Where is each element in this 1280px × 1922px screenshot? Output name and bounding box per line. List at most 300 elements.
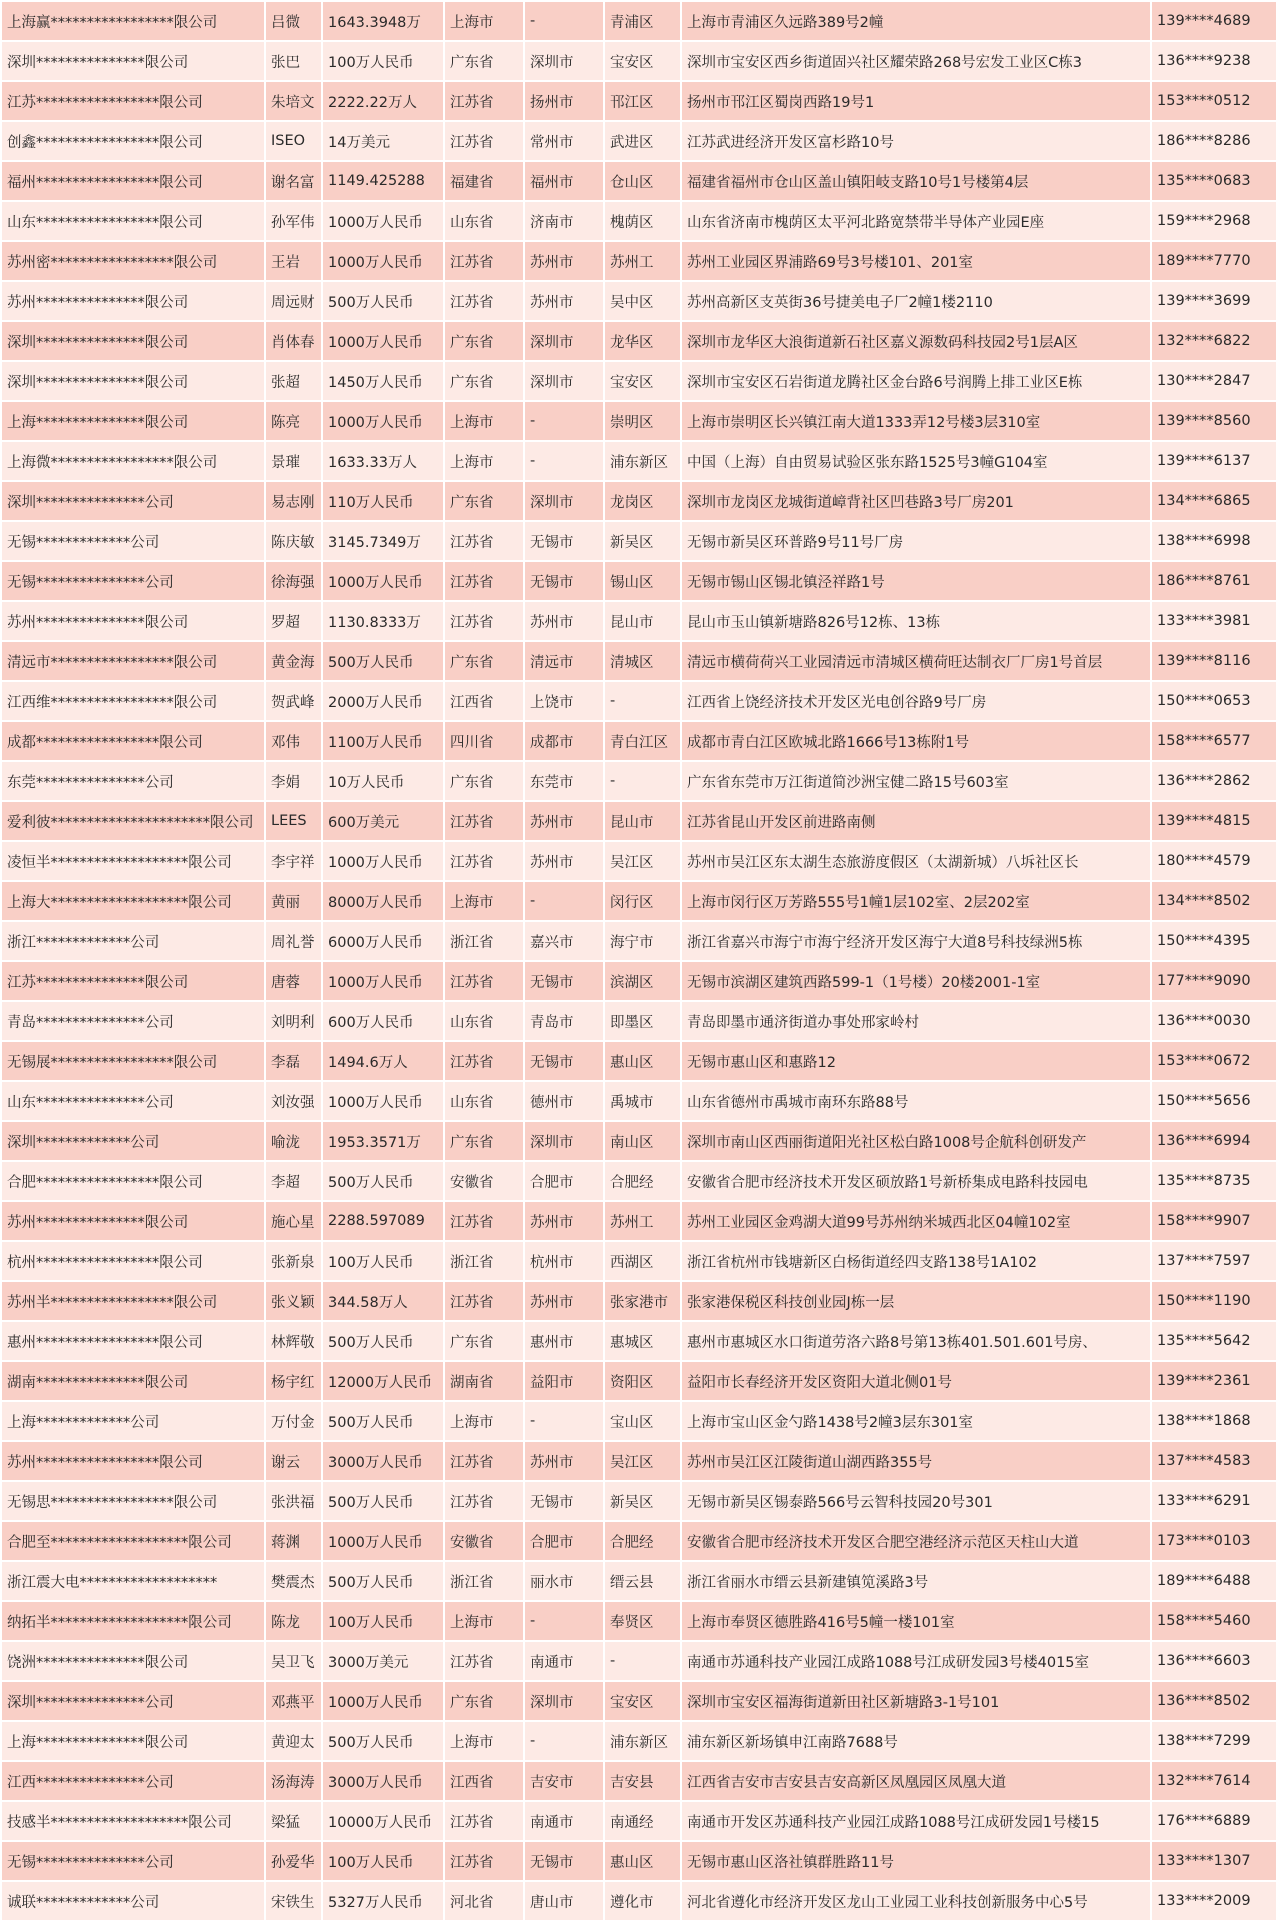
address-cell: 浙江省杭州市钱塘新区白杨街道经四支路138号1A102 <box>681 1241 1151 1281</box>
district-cell: 惠山区 <box>604 1041 681 1081</box>
district-cell: 遵化市 <box>604 1881 681 1921</box>
registered-capital-cell: 8000万人民币 <box>322 881 444 921</box>
legal-rep-cell: 张洪福 <box>265 1481 322 1521</box>
company-name-cell: 青岛***************公司 <box>1 1001 265 1041</box>
table-row <box>1 1441 1277 1481</box>
district-cell: 吴中区 <box>604 281 681 321</box>
district-cell: 吴江区 <box>604 1441 681 1481</box>
district-cell: 青浦区 <box>604 1 681 41</box>
table-row <box>1 1601 1277 1641</box>
phone-cell: 136****6603 <box>1151 1641 1277 1681</box>
legal-rep-cell: 梁猛 <box>265 1801 322 1841</box>
district-cell: 即墨区 <box>604 1001 681 1041</box>
city-cell: 苏州市 <box>524 801 604 841</box>
table-row <box>1 1 1277 41</box>
company-name-cell: 合肥至*******************限公司 <box>1 1521 265 1561</box>
company-name-cell: 纳拓半*******************限公司 <box>1 1601 265 1641</box>
legal-rep-cell: 林辉敬 <box>265 1321 322 1361</box>
table-row <box>1 881 1277 921</box>
registered-capital-cell: 1100万人民币 <box>322 721 444 761</box>
table-row <box>1 601 1277 641</box>
company-name-cell: 浙江*************公司 <box>1 921 265 961</box>
district-cell: 浦东新区 <box>604 441 681 481</box>
phone-cell: 138****7299 <box>1151 1721 1277 1761</box>
address-cell: 苏州工业园区金鸡湖大道99号苏州纳米城西北区04幢102室 <box>681 1201 1151 1241</box>
address-cell: 上海市闵行区万芳路555号1幢1层102室、2层202室 <box>681 881 1151 921</box>
city-cell: 苏州市 <box>524 1441 604 1481</box>
address-cell: 上海市宝山区金勺路1438号2幢3层东301室 <box>681 1401 1151 1441</box>
table-row <box>1 401 1277 441</box>
address-cell: 浙江省丽水市缙云县新建镇笕溪路3号 <box>681 1561 1151 1601</box>
table-row <box>1 441 1277 481</box>
table-row <box>1 161 1277 201</box>
address-cell: 浙江省嘉兴市海宁市海宁经济开发区海宁大道8号科技绿洲5栋 <box>681 921 1151 961</box>
address-cell: 张家港保税区科技创业园J栋一层 <box>681 1281 1151 1321</box>
province-cell: 上海市 <box>444 1601 524 1641</box>
table-row <box>1 1281 1277 1321</box>
registered-capital-cell: 344.58万人 <box>322 1281 444 1321</box>
legal-rep-cell: 陈龙 <box>265 1601 322 1641</box>
province-cell: 江苏省 <box>444 1481 524 1521</box>
province-cell: 广东省 <box>444 641 524 681</box>
district-cell: 仓山区 <box>604 161 681 201</box>
legal-rep-cell: 邓燕平 <box>265 1681 322 1721</box>
table-row <box>1 1361 1277 1401</box>
legal-rep-cell: 李娟 <box>265 761 322 801</box>
registered-capital-cell: 110万人民币 <box>322 481 444 521</box>
province-cell: 上海市 <box>444 1401 524 1441</box>
table-row <box>1 1681 1277 1721</box>
company-name-cell: 深圳***************公司 <box>1 1681 265 1721</box>
city-cell: 常州市 <box>524 121 604 161</box>
address-cell: 苏州高新区支英街36号捷美电子厂2幢1楼2110 <box>681 281 1151 321</box>
legal-rep-cell: 贺武峰 <box>265 681 322 721</box>
province-cell: 江苏省 <box>444 1281 524 1321</box>
address-cell: 中国（上海）自由贸易试验区张东路1525号3幢G104室 <box>681 441 1151 481</box>
phone-cell: 137****4583 <box>1151 1441 1277 1481</box>
legal-rep-cell: 万付金 <box>265 1401 322 1441</box>
district-cell: 缙云县 <box>604 1561 681 1601</box>
legal-rep-cell: LEES <box>265 801 322 841</box>
address-cell: 江西省吉安市吉安县吉安高新区凤凰园区凤凰大道 <box>681 1761 1151 1801</box>
province-cell: 广东省 <box>444 1321 524 1361</box>
city-cell: 杭州市 <box>524 1241 604 1281</box>
table-row <box>1 1761 1277 1801</box>
company-name-cell: 杭州*****************限公司 <box>1 1241 265 1281</box>
city-cell: 深圳市 <box>524 321 604 361</box>
address-cell: 昆山市玉山镇新塘路826号12栋、13栋 <box>681 601 1151 641</box>
address-cell: 福建省福州市仓山区盖山镇阳岐支路10号1号楼第4层 <box>681 161 1151 201</box>
table-row <box>1 1801 1277 1841</box>
address-cell: 无锡市新吴区锡泰路566号云智科技园20号301 <box>681 1481 1151 1521</box>
legal-rep-cell: 黄金海 <box>265 641 322 681</box>
address-cell: 江苏省昆山开发区前进路南侧 <box>681 801 1151 841</box>
company-name-cell: 苏州***************限公司 <box>1 1201 265 1241</box>
address-cell: 深圳市宝安区西乡街道固兴社区耀荣路268号宏发工业区C栋3 <box>681 41 1151 81</box>
city-cell: 东莞市 <box>524 761 604 801</box>
address-cell: 南通市苏通科技产业园江成路1088号江成研发园3号楼4015室 <box>681 1641 1151 1681</box>
legal-rep-cell: 黄迎太 <box>265 1721 322 1761</box>
city-cell: 惠州市 <box>524 1321 604 1361</box>
registered-capital-cell: 1953.3571万 <box>322 1121 444 1161</box>
city-cell: 丽水市 <box>524 1561 604 1601</box>
registered-capital-cell: 600万人民币 <box>322 1001 444 1041</box>
legal-rep-cell: 谢名富 <box>265 161 322 201</box>
province-cell: 广东省 <box>444 761 524 801</box>
city-cell: 苏州市 <box>524 241 604 281</box>
province-cell: 广东省 <box>444 361 524 401</box>
address-cell: 安徽省合肥市经济技术开发区硕放路1号新桥集成电路科技园电 <box>681 1161 1151 1201</box>
city-cell: 福州市 <box>524 161 604 201</box>
province-cell: 浙江省 <box>444 921 524 961</box>
registered-capital-cell: 6000万人民币 <box>322 921 444 961</box>
company-name-cell: 江苏***************限公司 <box>1 961 265 1001</box>
table-row <box>1 1481 1277 1521</box>
registered-capital-cell: 1000万人民币 <box>322 241 444 281</box>
registered-capital-cell: 500万人民币 <box>322 1401 444 1441</box>
address-cell: 浦东新区新场镇申江南路7688号 <box>681 1721 1151 1761</box>
table-row <box>1 1841 1277 1881</box>
table-row <box>1 1161 1277 1201</box>
address-cell: 苏州市吴江区江陵街道山湖西路355号 <box>681 1441 1151 1481</box>
province-cell: 江苏省 <box>444 1801 524 1841</box>
district-cell: 宝山区 <box>604 1401 681 1441</box>
legal-rep-cell: 黄丽 <box>265 881 322 921</box>
city-cell: 青岛市 <box>524 1001 604 1041</box>
address-cell: 益阳市长春经济开发区资阳大道北侧01号 <box>681 1361 1151 1401</box>
phone-cell: 139****8560 <box>1151 401 1277 441</box>
legal-rep-cell: 张义颖 <box>265 1281 322 1321</box>
address-cell: 惠州市惠城区水口街道劳洛六路8号第13栋401.501.601号房、 <box>681 1321 1151 1361</box>
province-cell: 江苏省 <box>444 1841 524 1881</box>
province-cell: 广东省 <box>444 1681 524 1721</box>
address-cell: 河北省遵化市经济开发区龙山工业园工业科技创新服务中心5号 <box>681 1881 1151 1921</box>
address-cell: 无锡市锡山区锡北镇泾祥路1号 <box>681 561 1151 601</box>
legal-rep-cell: 唐蓉 <box>265 961 322 1001</box>
province-cell: 广东省 <box>444 481 524 521</box>
registered-capital-cell: 100万人民币 <box>322 1241 444 1281</box>
legal-rep-cell: 李超 <box>265 1161 322 1201</box>
district-cell: 青白江区 <box>604 721 681 761</box>
city-cell: 无锡市 <box>524 561 604 601</box>
phone-cell: 134****6865 <box>1151 481 1277 521</box>
city-cell: 吉安市 <box>524 1761 604 1801</box>
legal-rep-cell: 周远财 <box>265 281 322 321</box>
legal-rep-cell: 陈亮 <box>265 401 322 441</box>
registered-capital-cell: 1000万人民币 <box>322 1081 444 1121</box>
registered-capital-cell: 3000万人民币 <box>322 1761 444 1801</box>
company-name-cell: 苏州密*****************限公司 <box>1 241 265 281</box>
phone-cell: 159****2968 <box>1151 201 1277 241</box>
phone-cell: 173****0103 <box>1151 1521 1277 1561</box>
phone-cell: 136****8502 <box>1151 1681 1277 1721</box>
address-cell: 江西省上饶经济技术开发区光电创谷路9号厂房 <box>681 681 1151 721</box>
phone-cell: 153****0512 <box>1151 81 1277 121</box>
city-cell: 上饶市 <box>524 681 604 721</box>
table-row <box>1 41 1277 81</box>
company-name-cell: 上海*************公司 <box>1 1401 265 1441</box>
phone-cell: 139****8116 <box>1151 641 1277 681</box>
company-name-cell: 湖南***************限公司 <box>1 1361 265 1401</box>
phone-cell: 189****7770 <box>1151 241 1277 281</box>
company-name-cell: 诚联*************公司 <box>1 1881 265 1921</box>
address-cell: 无锡市滨湖区建筑西路599-1（1号楼）20楼2001-1室 <box>681 961 1151 1001</box>
province-cell: 上海市 <box>444 401 524 441</box>
legal-rep-cell: 景璀 <box>265 441 322 481</box>
company-name-cell: 山东*****************限公司 <box>1 201 265 241</box>
address-cell: 深圳市宝安区石岩街道龙腾社区金台路6号润腾上排工业区E栋 <box>681 361 1151 401</box>
legal-rep-cell: 张巴 <box>265 41 322 81</box>
district-cell: 宝安区 <box>604 361 681 401</box>
phone-cell: 139****4689 <box>1151 1 1277 41</box>
table-row <box>1 801 1277 841</box>
legal-rep-cell: 朱培文 <box>265 81 322 121</box>
city-cell: - <box>524 441 604 481</box>
district-cell: 南通经 <box>604 1801 681 1841</box>
table-row <box>1 761 1277 801</box>
address-cell: 深圳市宝安区福海街道新田社区新塘路3-1号101 <box>681 1681 1151 1721</box>
city-cell: 南通市 <box>524 1641 604 1681</box>
phone-cell: 136****2862 <box>1151 761 1277 801</box>
registered-capital-cell: 10000万人民币 <box>322 1801 444 1841</box>
city-cell: - <box>524 1401 604 1441</box>
phone-cell: 189****6488 <box>1151 1561 1277 1601</box>
table-row <box>1 1521 1277 1561</box>
company-name-cell: 创鑫*****************限公司 <box>1 121 265 161</box>
phone-cell: 158****9907 <box>1151 1201 1277 1241</box>
registered-capital-cell: 1000万人民币 <box>322 201 444 241</box>
legal-rep-cell: 徐海强 <box>265 561 322 601</box>
table-row <box>1 1641 1277 1681</box>
phone-cell: 139****2361 <box>1151 1361 1277 1401</box>
district-cell: 昆山市 <box>604 601 681 641</box>
legal-rep-cell: 吕微 <box>265 1 322 41</box>
table-row <box>1 481 1277 521</box>
district-cell: 西湖区 <box>604 1241 681 1281</box>
legal-rep-cell: 张新泉 <box>265 1241 322 1281</box>
address-cell: 苏州市吴江区东太湖生态旅游度假区（太湖新城）八坼社区长 <box>681 841 1151 881</box>
table-row <box>1 1001 1277 1041</box>
legal-rep-cell: 刘明利 <box>265 1001 322 1041</box>
table-row <box>1 321 1277 361</box>
province-cell: 江苏省 <box>444 121 524 161</box>
province-cell: 江苏省 <box>444 241 524 281</box>
table-row <box>1 1201 1277 1241</box>
table-row <box>1 1121 1277 1161</box>
legal-rep-cell: 吴卫飞 <box>265 1641 322 1681</box>
company-name-cell: 上海赢*****************限公司 <box>1 1 265 41</box>
legal-rep-cell: 樊震杰 <box>265 1561 322 1601</box>
phone-cell: 158****6577 <box>1151 721 1277 761</box>
district-cell: 锡山区 <box>604 561 681 601</box>
company-name-cell: 山东***************公司 <box>1 1081 265 1121</box>
city-cell: - <box>524 1601 604 1641</box>
company-name-cell: 深圳***************公司 <box>1 481 265 521</box>
city-cell: 深圳市 <box>524 1681 604 1721</box>
province-cell: 江苏省 <box>444 561 524 601</box>
province-cell: 福建省 <box>444 161 524 201</box>
phone-cell: 130****2847 <box>1151 361 1277 401</box>
registered-capital-cell: 500万人民币 <box>322 281 444 321</box>
district-cell: 崇明区 <box>604 401 681 441</box>
company-name-cell: 无锡***************公司 <box>1 1841 265 1881</box>
city-cell: - <box>524 1721 604 1761</box>
company-name-cell: 凌恒半*******************限公司 <box>1 841 265 881</box>
district-cell: 苏州工 <box>604 1201 681 1241</box>
table-row <box>1 1041 1277 1081</box>
company-name-cell: 深圳***************限公司 <box>1 41 265 81</box>
registered-capital-cell: 12000万人民币 <box>322 1361 444 1401</box>
address-cell: 深圳市龙岗区龙城街道嶂背社区凹巷路3号厂房201 <box>681 481 1151 521</box>
registered-capital-cell: 1000万人民币 <box>322 321 444 361</box>
phone-cell: 135****0683 <box>1151 161 1277 201</box>
table-row <box>1 841 1277 881</box>
company-name-cell: 苏州*****************限公司 <box>1 1441 265 1481</box>
registered-capital-cell: 500万人民币 <box>322 1161 444 1201</box>
district-cell: 新吴区 <box>604 1481 681 1521</box>
city-cell: 无锡市 <box>524 1841 604 1881</box>
registered-capital-cell: 5327万人民币 <box>322 1881 444 1921</box>
registered-capital-cell: 1450万人民币 <box>322 361 444 401</box>
phone-cell: 134****8502 <box>1151 881 1277 921</box>
company-name-cell: 上海***************限公司 <box>1 401 265 441</box>
province-cell: 江苏省 <box>444 961 524 1001</box>
registered-capital-cell: 500万人民币 <box>322 1321 444 1361</box>
address-cell: 清远市横荷荷兴工业园清远市清城区横荷旺达制衣厂厂房1号首层 <box>681 641 1151 681</box>
district-cell: - <box>604 681 681 721</box>
province-cell: 江苏省 <box>444 841 524 881</box>
phone-cell: 138****1868 <box>1151 1401 1277 1441</box>
company-name-cell: 江西***************公司 <box>1 1761 265 1801</box>
district-cell: 奉贤区 <box>604 1601 681 1641</box>
city-cell: 苏州市 <box>524 601 604 641</box>
phone-cell: 180****4579 <box>1151 841 1277 881</box>
city-cell: 扬州市 <box>524 81 604 121</box>
province-cell: 上海市 <box>444 1 524 41</box>
city-cell: 唐山市 <box>524 1881 604 1921</box>
address-cell: 山东省德州市禹城市南环东路88号 <box>681 1081 1151 1121</box>
address-cell: 江苏武进经济开发区富杉路10号 <box>681 121 1151 161</box>
district-cell: 张家港市 <box>604 1281 681 1321</box>
address-cell: 成都市青白江区欧城北路1666号13栋附1号 <box>681 721 1151 761</box>
legal-rep-cell: 王岩 <box>265 241 322 281</box>
city-cell: 深圳市 <box>524 1121 604 1161</box>
province-cell: 四川省 <box>444 721 524 761</box>
address-cell: 上海市青浦区久远路389号2幢 <box>681 1 1151 41</box>
city-cell: 苏州市 <box>524 1201 604 1241</box>
legal-rep-cell: 李宇祥 <box>265 841 322 881</box>
city-cell: 深圳市 <box>524 41 604 81</box>
province-cell: 上海市 <box>444 1721 524 1761</box>
company-name-cell: 无锡***************公司 <box>1 561 265 601</box>
city-cell: - <box>524 401 604 441</box>
company-name-cell: 江西维*****************限公司 <box>1 681 265 721</box>
registered-capital-cell: 1000万人民币 <box>322 841 444 881</box>
city-cell: 无锡市 <box>524 1041 604 1081</box>
province-cell: 江苏省 <box>444 1641 524 1681</box>
company-name-cell: 深圳***************限公司 <box>1 361 265 401</box>
company-name-cell: 浙江震大电******************* <box>1 1561 265 1601</box>
company-table-body <box>1 1 1277 1921</box>
legal-rep-cell: 周礼誉 <box>265 921 322 961</box>
phone-cell: 133****3981 <box>1151 601 1277 641</box>
registered-capital-cell: 1494.6万人 <box>322 1041 444 1081</box>
registered-capital-cell: 2288.597089 <box>322 1201 444 1241</box>
company-name-cell: 苏州***************限公司 <box>1 601 265 641</box>
table-row <box>1 1561 1277 1601</box>
registered-capital-cell: 1000万人民币 <box>322 961 444 1001</box>
phone-cell: 176****6889 <box>1151 1801 1277 1841</box>
phone-cell: 158****5460 <box>1151 1601 1277 1641</box>
company-name-cell: 上海大*******************限公司 <box>1 881 265 921</box>
phone-cell: 139****6137 <box>1151 441 1277 481</box>
address-cell: 无锡市新吴区环普路9号11号厂房 <box>681 521 1151 561</box>
table-row <box>1 561 1277 601</box>
company-name-cell: 饶洲***************限公司 <box>1 1641 265 1681</box>
company-name-cell: 福州*****************限公司 <box>1 161 265 201</box>
province-cell: 上海市 <box>444 441 524 481</box>
company-name-cell: 无锡*************公司 <box>1 521 265 561</box>
district-cell: 槐荫区 <box>604 201 681 241</box>
registered-capital-cell: 1130.8333万 <box>322 601 444 641</box>
company-name-cell: 深圳***************限公司 <box>1 321 265 361</box>
phone-cell: 132****7614 <box>1151 1761 1277 1801</box>
district-cell: 闵行区 <box>604 881 681 921</box>
address-cell: 扬州市邗江区蜀岗西路19号1 <box>681 81 1151 121</box>
registered-capital-cell: 500万人民币 <box>322 1561 444 1601</box>
district-cell: 龙岗区 <box>604 481 681 521</box>
table-row <box>1 641 1277 681</box>
registered-capital-cell: 100万人民币 <box>322 1841 444 1881</box>
city-cell: 合肥市 <box>524 1161 604 1201</box>
district-cell: 南山区 <box>604 1121 681 1161</box>
district-cell: 新吴区 <box>604 521 681 561</box>
company-name-cell: 爱利彼**********************限公司 <box>1 801 265 841</box>
registered-capital-cell: 2000万人民币 <box>322 681 444 721</box>
district-cell: 苏州工 <box>604 241 681 281</box>
registered-capital-cell: 1000万人民币 <box>322 401 444 441</box>
province-cell: 山东省 <box>444 1081 524 1121</box>
district-cell: - <box>604 1641 681 1681</box>
table-row <box>1 281 1277 321</box>
province-cell: 浙江省 <box>444 1561 524 1601</box>
phone-cell: 132****6822 <box>1151 321 1277 361</box>
table-row <box>1 1881 1277 1921</box>
district-cell: 宝安区 <box>604 41 681 81</box>
phone-cell: 135****5642 <box>1151 1321 1277 1361</box>
province-cell: 江苏省 <box>444 1201 524 1241</box>
district-cell: 宝安区 <box>604 1681 681 1721</box>
table-row <box>1 81 1277 121</box>
city-cell: 苏州市 <box>524 281 604 321</box>
address-cell: 上海市奉贤区德胜路416号5幢一楼101室 <box>681 1601 1151 1641</box>
registered-capital-cell: 500万人民币 <box>322 1481 444 1521</box>
city-cell: 无锡市 <box>524 521 604 561</box>
province-cell: 山东省 <box>444 1001 524 1041</box>
district-cell: 吴江区 <box>604 841 681 881</box>
address-cell: 无锡市惠山区洛社镇群胜路11号 <box>681 1841 1151 1881</box>
table-row <box>1 921 1277 961</box>
company-name-cell: 上海***************限公司 <box>1 1721 265 1761</box>
table-row <box>1 681 1277 721</box>
legal-rep-cell: 孙爱华 <box>265 1841 322 1881</box>
district-cell: 滨湖区 <box>604 961 681 1001</box>
district-cell: 惠城区 <box>604 1321 681 1361</box>
registered-capital-cell: 100万人民币 <box>322 1601 444 1641</box>
phone-cell: 136****9238 <box>1151 41 1277 81</box>
province-cell: 广东省 <box>444 41 524 81</box>
table-row <box>1 1241 1277 1281</box>
